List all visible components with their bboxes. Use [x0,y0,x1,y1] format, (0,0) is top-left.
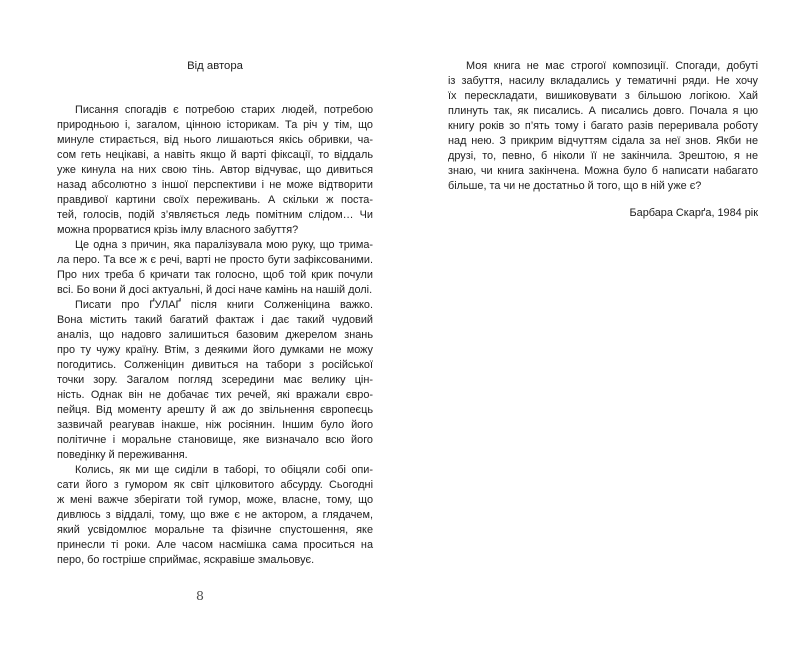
text-line: всі. Бо вони й досі актуальні, й досі наче камінь на нашій долі. [57,284,373,296]
author-signature: Барбара Скарґа, 1984 рік [629,207,758,219]
text-line: Це одна з причин, яка паралізувала мою руку, що трима- [75,239,373,251]
text-line: із забуття, насилу вкладались у тематичні ряди. Не хочу [448,75,758,87]
text-line: Писання спогадів є потребою старих людей, потребою [75,104,373,116]
text-line: Вона містить такий багатий фактаж і дає такий чудовий [57,314,373,326]
text-line: тей, голосів, подій з’являється ледь помітним слідом… Чи [57,209,373,221]
text-line: Моя книга не має строгої композиції. Спогади, добуті [466,60,758,72]
text-line: їх перескладати, вишиковувати з більшою логікою. Хай [448,90,758,102]
text-line: минуле стирається, від нього лишаються якісь обривки, ча- [57,134,373,146]
text-line: ність. Однак він не добачає тих речей, які вражали євро- [57,389,373,401]
text-line: правдивої картини своїх переживань. А скільки ж поста- [57,194,373,206]
text-line: уже кинула на них свою тінь. Автор відчуває, що дивиться [57,164,373,176]
text-line: поведінку й переживання. [57,449,188,461]
text-line: сом геть нецікаві, а навіть якщо й варті фіксації, то віддаль [57,149,373,161]
left-page-body [57,103,373,568]
text-line: сати його з гумором як світ цілковитого абсурду. Сьогодні [57,479,373,491]
chapter-heading: Від автора [187,60,243,72]
text-line: Про них треба б кричати так голосно, щоб той крик почули [57,269,373,281]
page-number: 8 [196,588,204,603]
text-line: Писати про ҐУЛАҐ після книги Солженіцина важко. [75,299,373,311]
right-page [448,59,758,221]
text-line: знаю, чи книга закінчена. Можна було б написати набагато [448,165,758,177]
text-line: політичне і моральне становище, яке визначало всю його [57,434,373,446]
text-line: аналіз, що надовго залишиться базовим джерелом знань [57,329,373,341]
text-line: перо, бо гостріше сприймає, яскравіше змальовує. [57,554,315,566]
left-page [57,59,373,568]
text-line: книгу років зо п’ять тому і багато разів переривала роботу [448,120,758,132]
text-line: можна прорватися крізь імлу власного забуття? [57,224,299,236]
text-line: принесли ті роки. Але часом насмішка сама проситься на [57,539,373,551]
text-line: над нею. З прикрим відчуттям сідала за неї знов. Якби не [448,135,758,147]
text-line: про ту чужу країну. Втім, з деякими його думками не можу [57,344,373,356]
text-line: точки зору. Загалом погляд зсередини має велику цін- [57,374,373,386]
right-page-body [448,59,758,194]
text-line: дивлюсь з віддалі, тому, що вже є не актором, а глядачем, [57,509,373,521]
text-line: друзі, то, певно, б ніколи її не закінчила. Зрештою, я не [448,150,758,162]
text-line: природньою і, загалом, цінною історикам. Та річ у тім, що [57,119,373,131]
text-line: пейця. Від моменту арешту й аж до звільнення європеєць [57,404,373,416]
text-line: більше, та чи не достатньо й того, що в ній уже є? [448,180,702,192]
text-line: зазвичай реагував інакше, ніж росіянин. Іншим було його [57,419,373,431]
text-line: який усвідомлює моральне та фізичне спустошення, яке [57,524,373,536]
text-line: ж мені важче зберігати той гумор, може, власне, тому, що [57,494,373,506]
text-line: погодитись. Солженіцин дивиться на табори з російської [57,359,373,371]
text-line: плинуть так, як писались. А писались довго. Почала я цю [448,105,758,117]
text-line: Колись, як ми ще сиділи в таборі, то обіцяли собі опи- [75,464,373,476]
text-line: ла перо. Та все ж є речі, варті не просто бути зафіксованими. [57,254,373,266]
text-line: назад абсолютно з іншої перспективи і не може відтворити [57,179,373,191]
